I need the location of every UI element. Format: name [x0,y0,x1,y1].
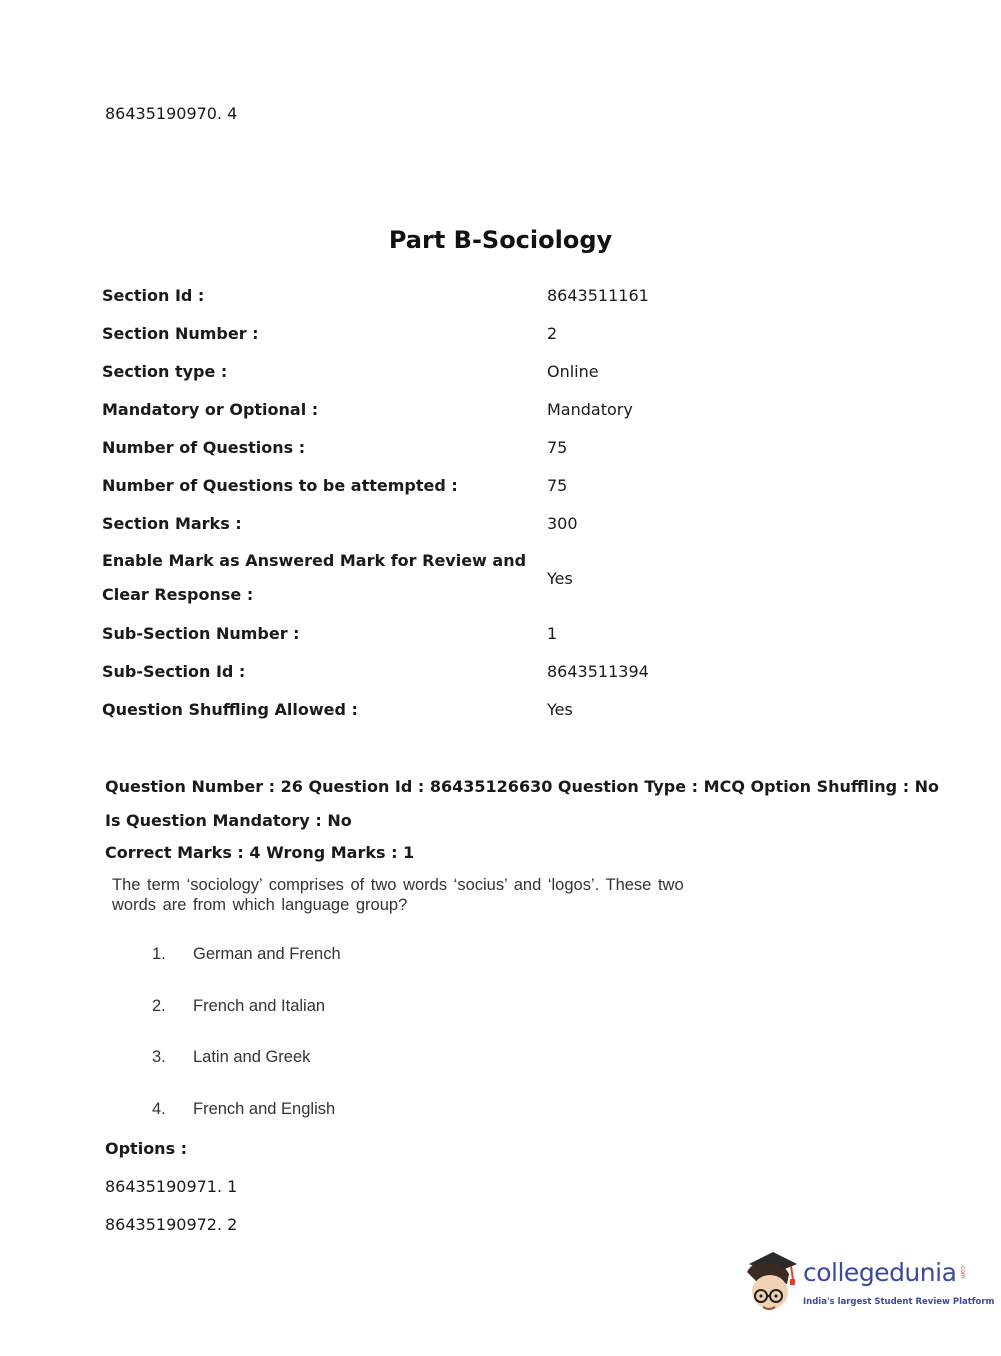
meta-row [102,614,822,652]
question-header [105,770,955,838]
meta-row [102,352,822,390]
choice-text: Latin and Greek [193,1048,311,1066]
meta-label: Section type : [102,361,228,381]
question-header-line: Question Number : 26 Question Id : 86435126630 Question Type : MCQ Option Shuffling : No [105,777,940,796]
question-mandatory-line: Is Question Mandatory : No [105,811,352,830]
part-title: Part B-Sociology [388,226,613,254]
meta-value: 75 [547,475,568,495]
meta-row [102,542,822,614]
meta-value: 8643511394 [547,661,649,681]
option-id: 86435190972. 2 [105,1215,238,1234]
logo-tagline: India's largest Student Review Platform [803,1297,995,1307]
meta-label: Section Id : [102,285,205,305]
meta-row [102,390,822,428]
choice-text: French and English [193,1099,336,1118]
question-text: The term ‘sociology’ comprises of two words ‘socius’ and ‘logos’. These two words are from which language group? [112,876,684,914]
meta-label: Section Number : [102,323,259,343]
meta-row [102,276,822,314]
choice-list [152,945,341,1151]
logo-wordmark: collegedunia [803,1258,957,1287]
meta-value: 1 [547,623,558,643]
choice-number: 2. [152,996,166,1015]
meta-label: Sub-Section Number : [102,623,300,643]
meta-value: Online [547,361,599,381]
meta-row [102,314,822,352]
collegedunia-logo [743,1250,995,1318]
mascot-icon [743,1250,801,1318]
question-marks: Correct Marks : 4 Wrong Marks : 1 [105,843,415,862]
meta-label: Question Shuffling Allowed : [102,699,358,719]
meta-label: Enable Mark as Answered Mark for Review and Clear Response : [102,551,527,604]
meta-label: Number of Questions to be attempted : [102,475,458,495]
meta-label: Sub-Section Id : [102,661,246,681]
meta-value: 2 [547,323,558,343]
meta-value: Yes [547,699,573,719]
choice-item [152,1048,341,1100]
meta-label: Section Marks : [102,513,242,533]
meta-value: Yes [547,568,573,588]
meta-row [102,504,822,542]
meta-value: 8643511161 [547,285,649,305]
meta-value: 300 [547,513,578,533]
choice-number: 4. [152,1099,166,1118]
meta-row [102,690,822,728]
logo-suffix: .com [959,1264,966,1279]
meta-value: Mandatory [547,399,633,419]
meta-row [102,466,822,504]
choice-item [152,945,341,997]
top-option-id: 86435190970. 4 [105,104,238,123]
choice-text: French and Italian [193,996,326,1015]
choice-item [152,997,341,1049]
options-label: Options : [105,1139,188,1158]
meta-row [102,428,822,466]
choice-number: 1. [152,945,166,963]
choice-number: 3. [152,1048,166,1066]
section-meta-table [102,276,822,728]
meta-label: Mandatory or Optional : [102,399,319,419]
meta-row [102,652,822,690]
meta-value: 75 [547,437,568,457]
meta-label: Number of Questions : [102,437,306,457]
choice-text: German and French [193,945,341,963]
option-id: 86435190971. 1 [105,1177,238,1196]
